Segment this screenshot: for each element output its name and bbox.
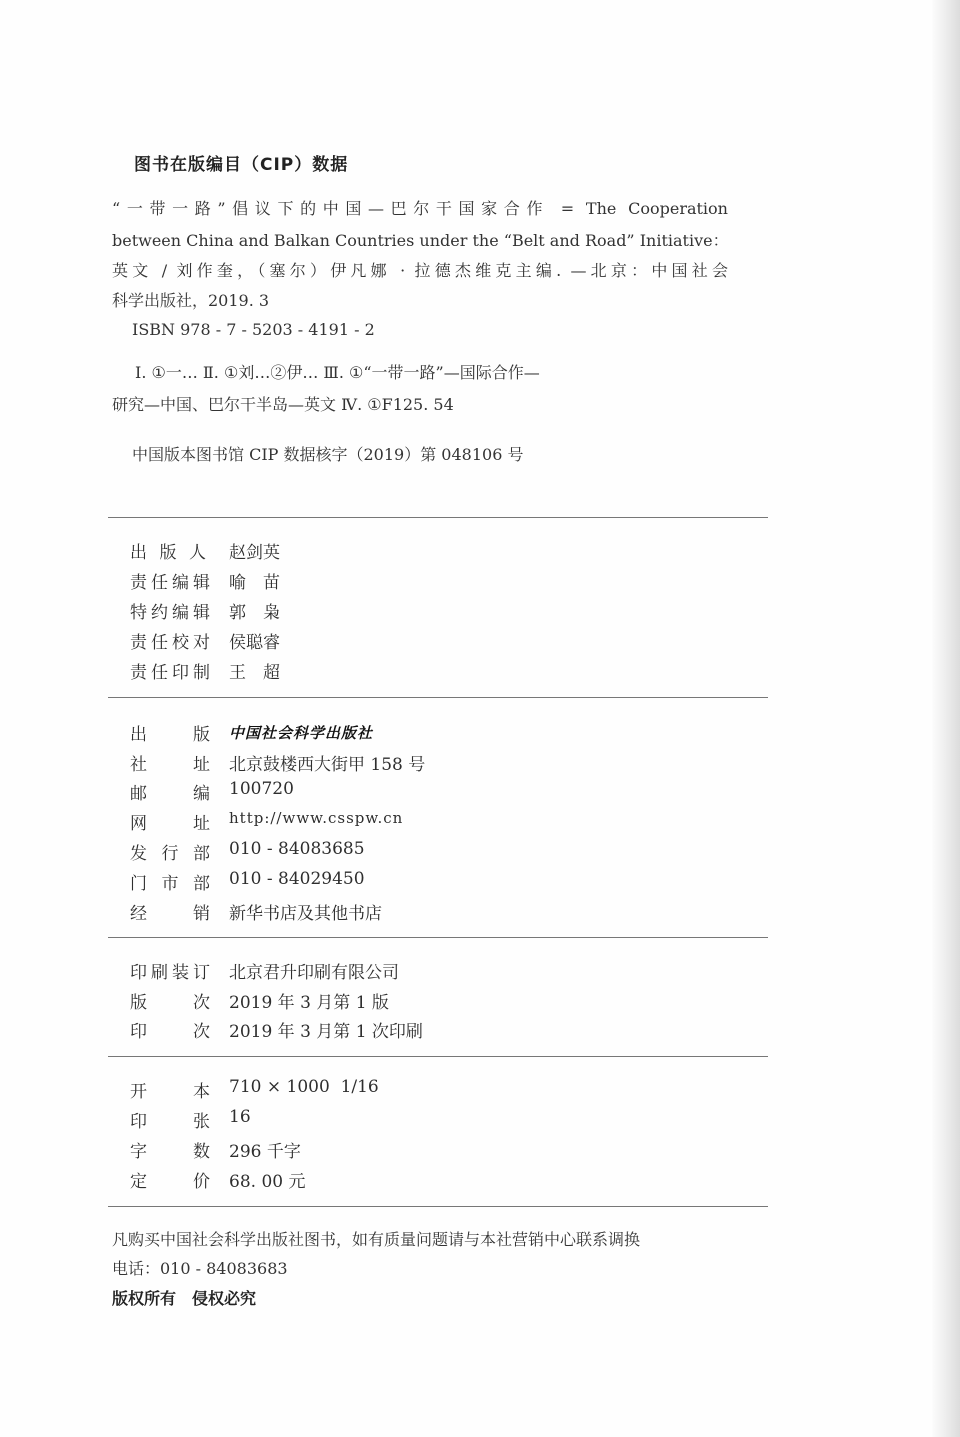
info-label: 门市部 xyxy=(130,874,210,894)
cip-isbn: ISBN 978 - 7 - 5203 - 4191 - 2 xyxy=(132,320,375,339)
divider xyxy=(108,937,768,938)
info-label: 特约编辑 xyxy=(130,603,210,623)
info-label: 社址 xyxy=(130,755,210,775)
info-label: 印次 xyxy=(130,1022,210,1042)
publisher-logo-text: 中国社会科学出版社 xyxy=(229,724,374,742)
info-value: 2019 年 3 月第 1 次印刷 xyxy=(229,1022,423,1042)
info-value: 710 × 1000 1/16 xyxy=(229,1077,379,1097)
info-value: 2019 年 3 月第 1 版 xyxy=(229,993,389,1013)
info-value: 北京鼓楼西大街甲 158 号 xyxy=(229,755,426,775)
info-label: 发行部 xyxy=(130,844,210,864)
info-value: 100720 xyxy=(229,779,294,799)
copyright-notice: 版权所有 侵权必究 xyxy=(112,1289,257,1308)
info-label: 字数 xyxy=(130,1142,210,1162)
info-label: 出版人 xyxy=(130,543,206,563)
info-label: 版次 xyxy=(130,993,210,1013)
info-value: 010 - 84029450 xyxy=(229,869,365,889)
info-value: 68. 00 元 xyxy=(229,1172,306,1192)
info-label: 经销 xyxy=(130,904,210,924)
info-label: 出版 xyxy=(130,725,210,745)
divider xyxy=(108,697,768,698)
contact-phone: 电话：010 - 84083683 xyxy=(112,1259,288,1278)
info-label: 邮编 xyxy=(130,784,210,804)
info-value: 赵剑英 xyxy=(229,543,280,563)
cip-line: “一带一路”倡议下的中国—巴尔干国家合作 = The Cooperation xyxy=(112,199,728,218)
info-value: 010 - 84083685 xyxy=(229,839,365,859)
cip-record-number: 中国版本图书馆 CIP 数据核字（2019）第 048106 号 xyxy=(132,445,524,464)
quality-notice: 凡购买中国社会科学出版社图书，如有质量问题请与本社营销中心联系调换 xyxy=(112,1230,641,1249)
info-value: 侯聪睿 xyxy=(229,633,280,653)
info-value: 王 超 xyxy=(229,663,280,683)
website-link: http://www.csspw.cn xyxy=(229,809,404,827)
info-label: 印张 xyxy=(130,1112,210,1132)
info-label: 责任校对 xyxy=(130,633,210,653)
divider xyxy=(108,517,768,518)
info-value: 296 千字 xyxy=(229,1142,301,1162)
info-label: 定价 xyxy=(130,1172,210,1192)
info-label: 责任编辑 xyxy=(130,573,210,593)
info-label: 印刷装订 xyxy=(130,963,210,983)
divider xyxy=(108,1056,768,1057)
cip-line: 英文 / 刘作奎，（塞尔）伊凡娜 · 拉德杰维克主编. —北京：中国社会 xyxy=(112,261,728,280)
info-value: 喻 苗 xyxy=(229,573,280,593)
info-value: 郭 枭 xyxy=(229,603,280,623)
cip-title: 图书在版编目（CIP）数据 xyxy=(134,155,349,175)
cip-classification: 研究—中国、巴尔干半岛—英文 Ⅳ. ①F125. 54 xyxy=(112,395,454,414)
info-value: 新华书店及其他书店 xyxy=(229,904,382,924)
cip-classification: Ⅰ. ①一… Ⅱ. ①刘…②伊… Ⅲ. ①“一带一路”—国际合作— xyxy=(135,363,540,382)
info-label: 网址 xyxy=(130,814,210,834)
page-edge xyxy=(932,0,960,1437)
info-value: 北京君升印刷有限公司 xyxy=(229,963,399,983)
info-label: 开本 xyxy=(130,1082,210,1102)
info-label: 责任印制 xyxy=(130,663,210,683)
cip-line: between China and Balkan Countries under the “Belt and Road” Initiative： xyxy=(112,231,729,250)
divider xyxy=(108,1206,768,1207)
cip-line: 科学出版社，2019. 3 xyxy=(112,291,270,310)
info-value: 16 xyxy=(229,1107,251,1127)
